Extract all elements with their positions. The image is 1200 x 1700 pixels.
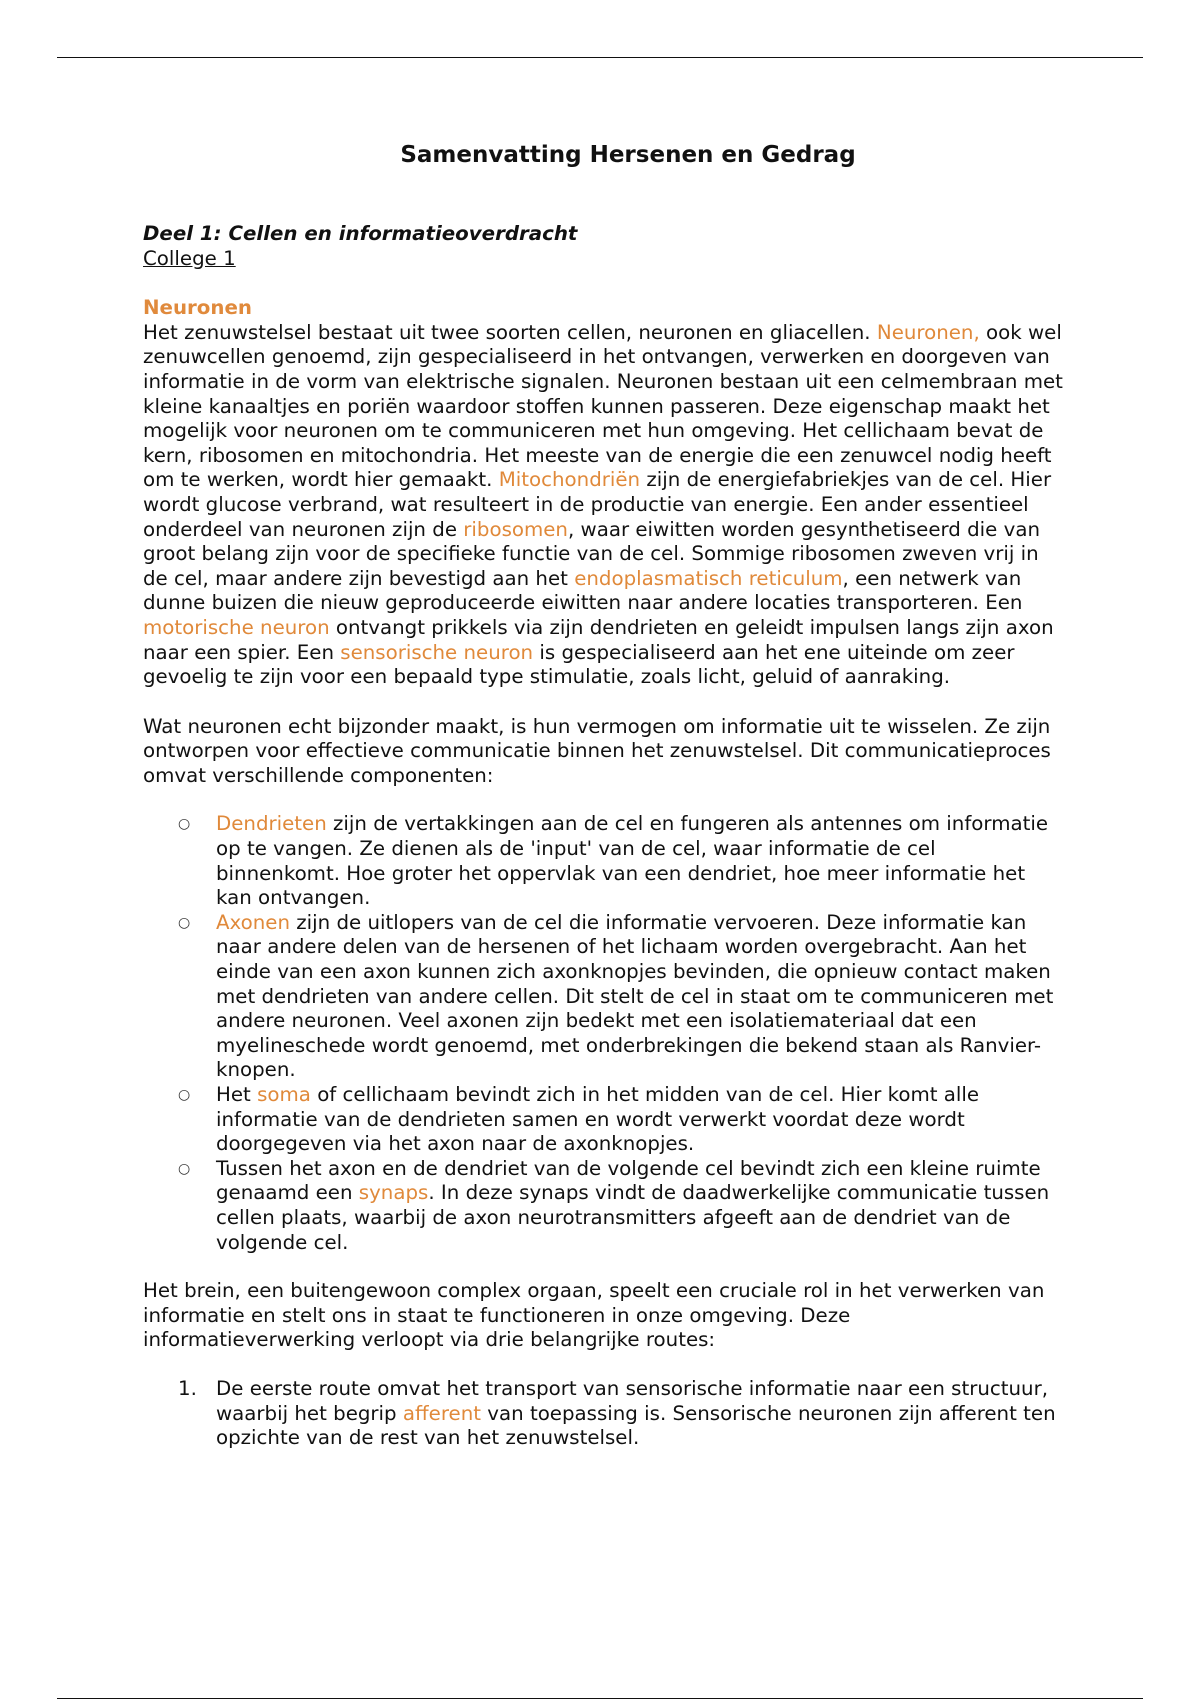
text-run: De eerste route omvat het transport van sensorische informatie naar een structuur, waarbij het begrip — [216, 1376, 1049, 1425]
term-dendrieten: Dendrieten — [216, 812, 327, 836]
circle-bullet-icon: ○ — [178, 816, 191, 833]
text-run: zijn de energiefabriekjes van de cel. Hier wordt glucose verbrand, wat resulteert in de productie van energie. Een ander essentieel onderdeel van neuronen zijn de — [143, 468, 1052, 541]
text-run: ontvangt prikkels via zijn dendrieten en geleidt impulsen langs zijn axon naar een spier. Een — [143, 615, 1054, 664]
term-axonen: Axonen — [216, 910, 290, 934]
text-run: . In deze synaps vindt de daadwerkelijke communicatie tussen cellen plaats, waarbij de axon neurotransmitters afgeeft aan de dendriet van de volgende cel. — [216, 1181, 1050, 1254]
text-run: Het zenuwstelsel bestaat uit twee soorten cellen, neuronen en gliacellen. — [143, 320, 877, 344]
list-item — [178, 910, 1063, 1083]
list-item — [178, 1376, 1063, 1451]
circle-bullet-icon: ○ — [178, 1087, 191, 1103]
paragraph-neuronen — [143, 321, 1063, 690]
text-run: zijn de vertakkingen aan de cel en fungeren als antennes om informatie op te vangen. Ze dienen als de 'input' van de cel, waar informatie de cel binnenkomt. Hoe groter het oppervlak van een dendriet, hoe meer informatie het kan ontvangen. — [216, 812, 1049, 910]
paragraph-communicatie: Wat neuronen echt bijzonder maakt, is hun vermogen om informatie uit te wisselen. Ze zijn ontworpen voor effectieve communicatie binnen het zenuwstelsel. Dit communicatieproces omvat verschillende componenten: — [143, 714, 1051, 787]
routes-list — [143, 1377, 1063, 1451]
term-synaps: synaps — [358, 1181, 429, 1205]
text-run: Het — [216, 1083, 258, 1106]
term-soma: soma — [257, 1083, 311, 1106]
text-run: ook wel zenuwcellen genoemd, zijn gespecialiseerd in het ontvangen, verwerken en doorgeven van informatie in de vorm van elektrische signalen. Neuronen bestaan uit een celmembraan met kleine kanaaltjes en poriën waardoor stoffen kunnen passeren. Deze eigenschap maakt het mogelijk voor neuronen om te communiceren met hun omgeving. Het cellichaam bevat de kern, ribosomen en mitochondria. Het meeste van de energie die een zenuwcel nodig heeft om te werken, wordt hier gemaakt. — [143, 320, 1063, 492]
term-ribosomen: ribosomen — [463, 517, 568, 541]
text-run: van toepassing is. Sensorische neuronen zijn afferent ten opzichte van de rest van het zenuwstelsel. — [216, 1401, 1056, 1450]
document-page — [143, 140, 1063, 1451]
list-number: 1. — [178, 1376, 197, 1400]
list-item — [178, 1083, 1063, 1157]
circle-bullet-icon: ○ — [178, 914, 191, 931]
term-neuronen: Neuronen, — [876, 320, 980, 344]
text-run: is gespecialiseerd aan het ene uiteinde om zeer gevoelig te zijn voor een bepaald type stimulatie, zoals licht, geluid of aanraking. — [143, 640, 1015, 689]
text-run: of cellichaam bevindt zich in het midden van de cel. Hier komt alle informatie van de dendrieten samen en wordt verwerkt voordat deze wordt doorgegeven via het axon naar de axonknopjes. — [216, 1083, 980, 1156]
term-sensorische-neuron: sensorische neuron — [340, 640, 534, 664]
term-afferent: afferent — [402, 1401, 481, 1425]
footer-rule — [57, 1698, 1143, 1699]
text-run: , een netwerk van dunne buizen die nieuw geproduceerde eiwitten naar andere locaties transporteren. Een — [143, 566, 1023, 615]
page-title: Samenvatting Hersenen en Gedrag — [400, 142, 856, 168]
text-run: , waar eiwitten worden gesynthetiseerd die van groot belang zijn voor de specifieke functie van de cel. Sommige ribosomen zweven vrij in de cel, maar andere zijn bevestigd aan het — [143, 517, 1040, 590]
text-run: Tussen het axon en de dendriet van de volgende cel bevindt zich een kleine ruimte genaamd een — [216, 1156, 1041, 1205]
list-item — [178, 1156, 1063, 1255]
header-rule — [57, 57, 1143, 58]
term-endoplasmatisch-reticulum: endoplasmatisch reticulum — [574, 566, 843, 590]
term-motorische-neuron: motorische neuron — [143, 615, 330, 639]
section-heading: Neuronen — [143, 296, 252, 320]
circle-bullet-icon: ○ — [178, 1160, 191, 1177]
part-heading: Deel 1: Cellen en informatieoverdracht — [143, 222, 578, 245]
paragraph-brein: Het brein, een buitengewoon complex orgaan, speelt een cruciale rol in het verwerken van informatie en stelt ons in staat te functioneren in onze omgeving. Deze informatieverwerking verloopt via drie belangrijke routes: — [143, 1279, 1045, 1352]
term-mitochondrien: Mitochondriën — [498, 468, 641, 492]
component-list — [143, 812, 1063, 1255]
text-run: zijn de uitlopers van de cel die informatie vervoeren. Deze informatie kan naar andere delen van de hersenen of het lichaam worden overgebracht. Aan het einde van een axon kunnen zich axonknopjes bevinden, die opnieuw contact maken met dendrieten van andere cellen. Dit stelt de cel in staat om te communiceren met andere neuronen. Veel axonen zijn bedekt met een isolatiemateriaal dat een myelineschede wordt genoemd, met onderbrekingen die bekend staan als Ranvier-knopen. — [216, 910, 1054, 1082]
college-subheading: College 1 — [143, 246, 236, 270]
list-item — [178, 812, 1063, 910]
